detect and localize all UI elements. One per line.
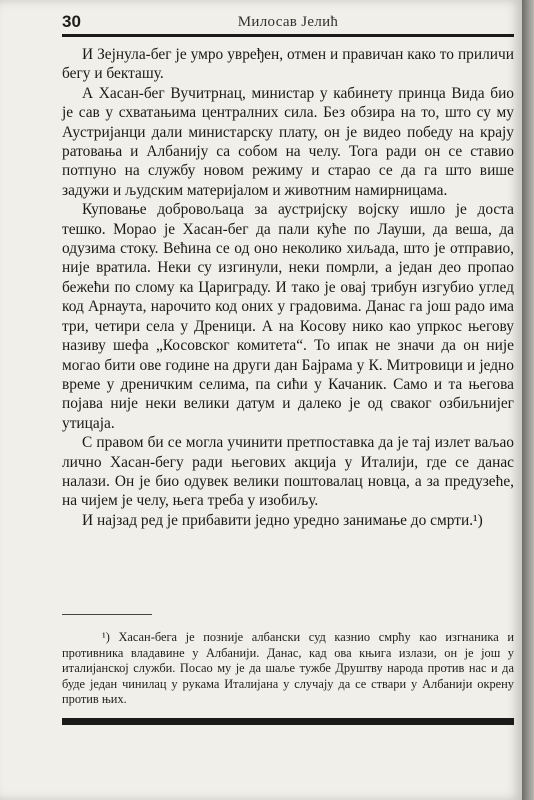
- paragraph: И Зејнула-бег је умро увређен, отмен и правичан како то приличи бегу и бекташу.: [62, 46, 514, 83]
- paragraph: И најзад ред је прибавити једно уредно занимање до смрти.¹): [82, 511, 483, 529]
- footnote: [62, 630, 514, 708]
- paragraph: А Хасан-бег Вучитрнац, министар у кабинету принца Вида био је сав у схватањима централних сила. Без обзира на то, што су му Аустријанци дали министарску плату, он је видео победу на крају ратовања и Албанију са собом на челу. Тога ради он се ставио потпуно на службу новом режиму и старао се да га што више задужи и људским материјалом и животним намирницама.: [62, 84, 514, 199]
- page-header: [62, 12, 514, 34]
- paragraph: Куповање добровољаца за аустријску војску ишло је доста тешко. Морао је Хасан-бег да пали куће по Лауши, да веша, да одузима стоку. Већина се од оно неколико хиљада, што је отправио, није вратила. Неки су изгинули, неки помрли, а један део пропао бежећи по слому ка Цариграду. И тако је овај трибун изгубио углед код Арнаута, нарочито код оних у градовима. Данас га још радо има три, четири села у Дреници. А на Косову нико као упркос његову називу шефа „Косовског комитета“. То ипак не значи да он није могао бити ове године на други дан Бајрама у К. Митровици и једно време у дреничким селима, па сићи у Качаник. Само и та његова појава није неки велики датум и далеко је од сваког озбиљнијег утицаја.: [62, 201, 514, 432]
- header-rule: [62, 34, 514, 37]
- running-head: Милосав Јелић: [237, 14, 339, 30]
- paragraph: С правом би се могла учинити претпоставка да је тај излет ваљао лично Хасан-бегу ради његових акција у Италији, где се данас налази. Он је био одувек велики поштовалац новца, а за предузеће, на чијем је челу, њега треба у изобиљу.: [62, 434, 514, 510]
- page-edge: [522, 0, 534, 800]
- body-text: [62, 45, 514, 530]
- footer-rule: [62, 718, 514, 725]
- footnote-text: ¹) Хасан-бега је позније албански суд казнио смрћу као изгнаника и противника владавине у Албанији. Данас, кад ова књига излази, он је још у италијанској служби. Посао му је да шаље тужбе Друштву народа против нас и да буде један чинилац у рукама Италијана у случају да се ствари у Албанији окрену против њих.: [62, 630, 514, 707]
- footnote-separator: [62, 614, 152, 615]
- page-number: 30: [62, 12, 81, 31]
